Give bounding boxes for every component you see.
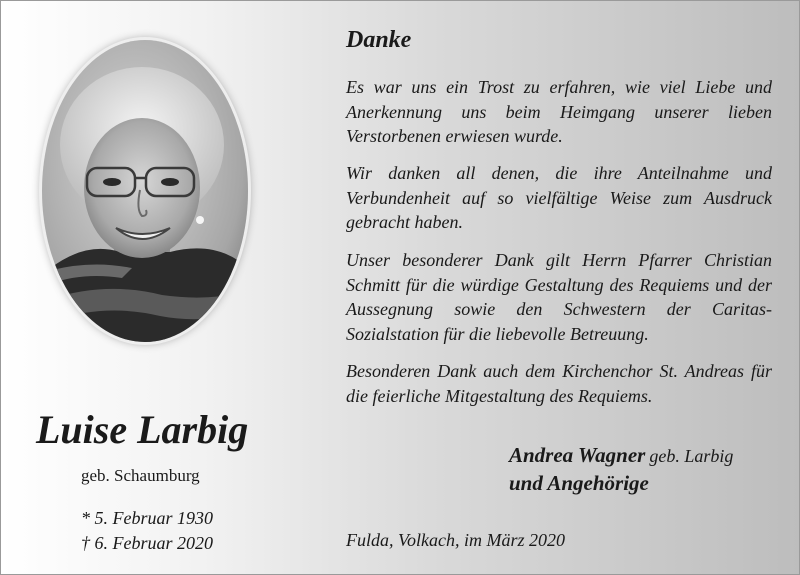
thanks-paragraph: Es war uns ein Trost zu erfahren, wie viel Liebe und Anerkennung uns beim Heimgang unserer lieben Verstorbenen erwiesen wurde. [346,77,772,146]
portrait-image [42,40,248,342]
portrait-photo [42,40,248,342]
signatory-maiden-name: geb. Larbig [649,446,734,466]
thanks-paragraph: Unser besonderer Dank gilt Herrn Pfarrer Christian Schmitt für die würdige Gestaltung des Requiems und der Aussegnung sowie den Schwestern der Caritas-Sozialstation für die liebevolle Betreuung. [346,250,772,344]
birth-date: * 5. Februar 1930 [81,508,213,528]
signatory-name: Andrea Wagner [509,443,646,467]
deceased-name: Luise Larbig [36,407,249,452]
signature-line [509,441,733,472]
notice-heading: Danke [346,27,412,53]
death-date: † 6. Februar 2020 [81,533,213,553]
place-and-date: Fulda, Volkach, im März 2020 [346,530,565,550]
thanks-paragraph: Besonderen Dank auch dem Kirchenchor St. Andreas für die feierliche Mitgestaltung des Requiems. [346,361,772,406]
maiden-name: geb. Schaumburg [81,466,200,485]
thanks-paragraph: Wir danken all denen, die ihre Anteilnahme und Verbundenheit auf so vielfältige Weise zum Ausdruck gebracht haben. [346,163,772,232]
relatives-line: und Angehörige [509,471,649,495]
